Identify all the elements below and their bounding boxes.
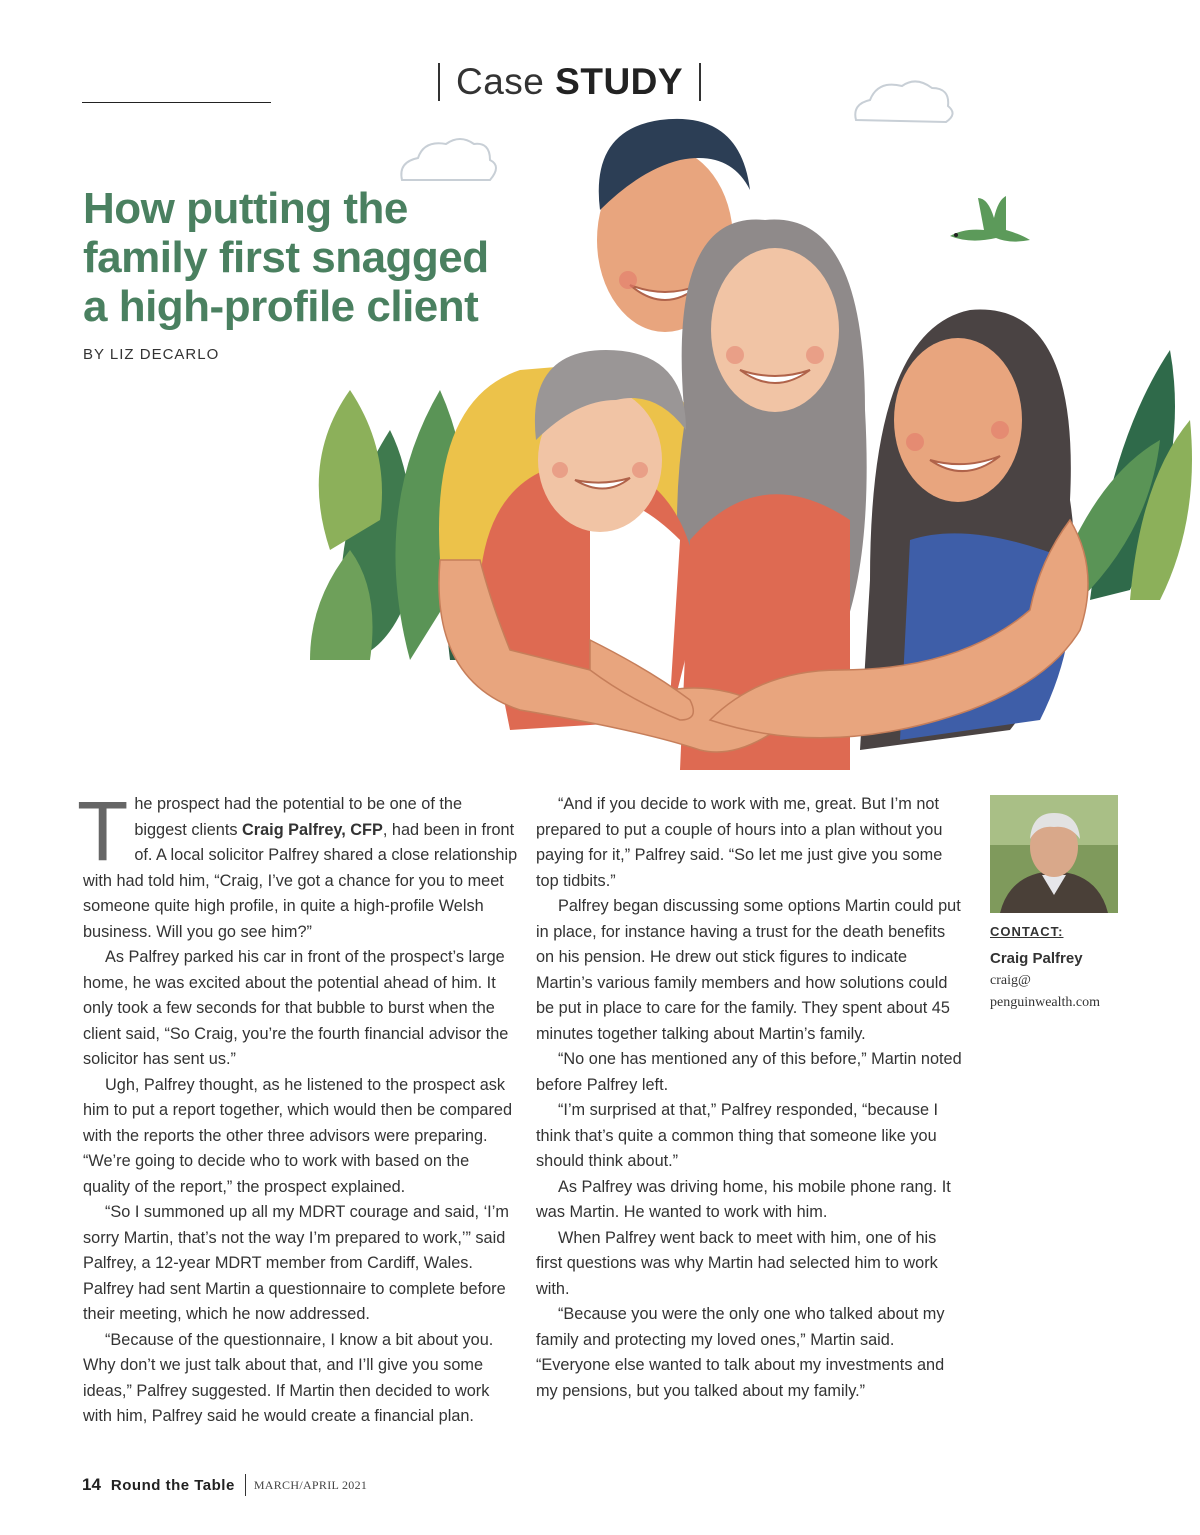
paragraph-text: , had been in front of. A local solicitor Palfrey shared a close relationship with had told him, “Craig, I’ve got a chance for you to meet someone quite high profile, in quite a high-profile Welsh business. Will you go see him?”: [83, 820, 518, 941]
paragraph: “Because you were the only one who talked about my family and protecting my loved ones,” Martin said. “Everyone else wanted to talk about my investments and my pensions, but you talked about my family.”: [536, 1305, 945, 1400]
page-number: 14: [82, 1475, 101, 1494]
paragraph: Ugh, Palfrey thought, as he listened to the prospect ask him to put a report together, which would then be compared with the reports the other three advisors were preparing. “We’re going to decide who to work with based on the quality of the report,” the prospect explained.: [83, 1075, 512, 1196]
body-column-1: [77, 784, 518, 1430]
page-footer: [82, 1474, 367, 1496]
body-column-2: [536, 792, 966, 1404]
paragraph-text: he prospect had the potential to be one of the biggest clients: [134, 795, 462, 839]
paragraph: As Palfrey was driving home, his mobile phone rang. It was Martin. He wanted to work with him.: [536, 1177, 951, 1221]
contact-email-domain[interactable]: penguinwealth.com: [990, 995, 1101, 1010]
contact-email[interactable]: craig@: [990, 973, 1031, 988]
issue-date: MARCH/APRIL 2021: [253, 1477, 368, 1492]
paragraph: When Palfrey went back to meet with him, one of his first questions was why Martin had selected him to work with.: [536, 1228, 938, 1298]
header-rule: [82, 102, 271, 103]
contact-photo: [990, 795, 1118, 913]
paragraph: Palfrey began discussing some options Martin could put in place, for instance having a trust for the death benefits on his pension. He drew out stick figures to indicate Martin’s various family members and how solutions could be put in place to care for the family. They spent about 45 minutes together talking about Martin’s family.: [536, 897, 961, 1043]
drop-cap: T: [77, 784, 129, 878]
paragraph: “No one has mentioned any of this before,” Martin noted before Palfrey left.: [536, 1050, 962, 1094]
section-bold: STUDY: [555, 61, 684, 102]
paragraph: As Palfrey parked his car in front of the prospect’s large home, he was excited about the potential ahead of him. It only took a few seconds for that bubble to burst when the client said, “So Craig, you’re the fourth financial advisor the solicitor has sent us.”: [83, 948, 509, 1068]
headline: [83, 184, 523, 331]
paragraph: “I’m surprised at that,” Palfrey responded, “because I think that’s quite a common thing that someone like you should think about.”: [536, 1101, 939, 1170]
client-name-bold: Craig Palfrey, CFP: [242, 820, 383, 839]
footer-divider: [245, 1474, 246, 1496]
paragraph: “So I summoned up all my MDRT courage and said, ‘I’m sorry Martin, that’s not the way I’m prepared to work,’” said Palfrey, a 12-year MDRT member from Cardiff, Wales. Palfrey had sent Martin a questionnaire to complete before their meeting, which he now addressed.: [83, 1203, 509, 1323]
section-light: Case: [456, 61, 545, 102]
headline-line-1: How putting the: [83, 184, 408, 233]
magazine-name: Round the Table: [110, 1476, 235, 1494]
paragraph: [77, 784, 518, 945]
paragraph: “Because of the questionnaire, I know a bit about you. Why don’t we just talk about that, and I’ll give you some ideas,” Palfrey suggested. If Martin then decided to work with him, Palfrey said he would create a financial plan.: [83, 1330, 494, 1425]
paragraph: “And if you decide to work with me, great. But I’m not prepared to put a couple of hours into a plan without you paying for it,” Palfrey said. “So let me just give you some top tidbits.”: [536, 795, 943, 890]
bird-icon: [950, 196, 1030, 242]
contact-heading: CONTACT:: [990, 924, 1064, 939]
headline-line-3: a high-profile client: [83, 282, 479, 331]
headline-line-2: family first snagged: [83, 233, 489, 282]
byline: BY LIZ DECARLO: [83, 346, 220, 363]
contact-name: Craig Palfrey: [990, 950, 1083, 967]
